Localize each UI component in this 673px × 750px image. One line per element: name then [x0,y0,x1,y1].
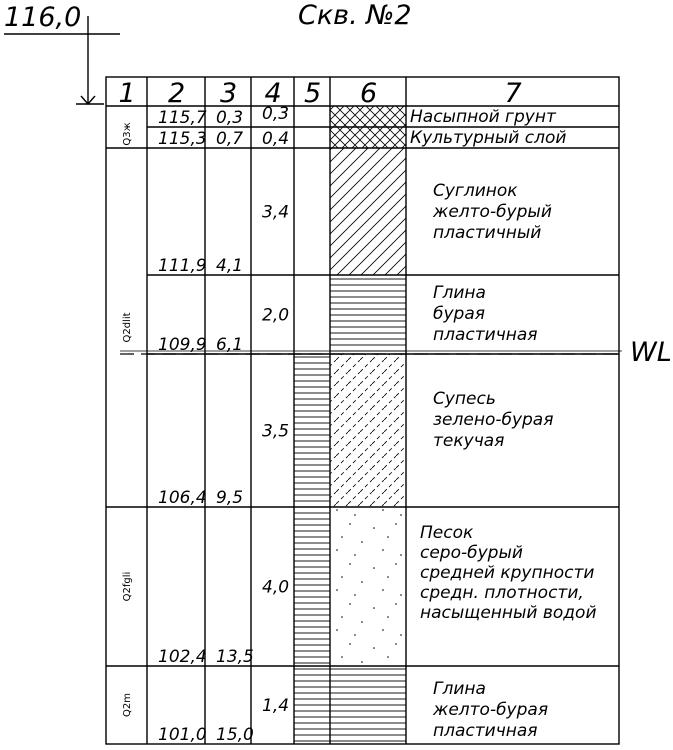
layer-depth: 9,5 [216,488,244,508]
column-header-7: 7 [504,78,522,109]
layer-elevation: 106,4 [158,488,207,508]
lithology-pattern [330,148,406,275]
column-header-5: 5 [304,78,322,109]
layer-description-line: средней крупности [420,563,595,583]
lithology-patterns [330,106,406,744]
layer-elevation: 102,4 [158,647,207,667]
water-level-label: WL [630,337,672,368]
lithology-pattern [330,507,406,666]
layer-elevation: 115,3 [158,129,207,149]
geological-age-label: Q3ж [122,122,133,146]
layer-description-line: Суглинок [433,181,518,201]
layer-description-line: желто-бурый [433,202,552,222]
ground-elevation: 116,0 [4,2,82,33]
lithology-pattern [330,127,406,148]
layer-depth: 13,5 [216,647,254,667]
layer-description-line: насыщенный водой [420,603,597,623]
layer-description-line: текучая [433,431,505,451]
column-header-3: 3 [220,78,238,109]
layer-depth: 0,3 [216,108,244,128]
layer-elevation: 111,9 [158,256,207,276]
layer-depth: 4,1 [216,256,244,276]
layer-elevation: 101,0 [158,725,207,745]
geological-age-label: Q2dlit [122,312,133,343]
column-header-4: 4 [264,78,282,109]
layer-description-line: Песок [420,523,474,543]
layer-thickness: 1,4 [262,696,290,716]
column-header-6: 6 [360,78,378,109]
layer-description-line: зелено-бурая [433,410,554,430]
layer-description-line: средн. плотности, [420,583,584,603]
layer-thickness: 0,3 [262,104,290,124]
layer-thickness: 2,0 [262,305,290,326]
column-header-2: 2 [168,78,186,109]
layer-description-line: серо-бурый [420,543,523,563]
geological-age-label: Q2fgli [122,571,133,602]
lithology-pattern [330,666,406,744]
layer-description-line: пластичная [433,721,538,741]
column-header-1: 1 [118,78,136,109]
layer-thickness: 0,4 [262,129,290,149]
lithology-pattern [330,275,406,354]
layer-description-line: Супесь [433,389,496,409]
layer-depth: 15,0 [216,725,254,745]
layer-description-line: пластичный [433,223,542,243]
layer-description-line: пластичная [433,325,538,345]
layer-elevation: 115,7 [158,108,207,128]
layer-depth: 0,7 [216,129,244,149]
layer-description-line: Глина [433,283,486,303]
column-headers [119,78,522,109]
layer-thickness: 4,0 [262,577,290,598]
layer-description-line: Глина [433,679,486,699]
water-saturation-hatch [294,354,330,744]
layer-elevation: 109,9 [158,335,207,355]
layer-depth: 6,1 [216,335,244,355]
layer-thickness: 3,4 [262,202,290,223]
borehole-title: Скв. №2 [298,0,412,31]
lithology-pattern [330,106,406,127]
lithology-pattern [330,354,406,507]
layer-description-line: Насыпной грунт [410,107,556,127]
layer-description-line: желто-бурая [433,700,549,720]
layer-thickness: 3,5 [262,421,290,442]
layer-description-line: Культурный слой [410,128,567,148]
geological-age-label: Q2m [122,693,133,717]
layer-description-line: бурая [433,304,485,324]
